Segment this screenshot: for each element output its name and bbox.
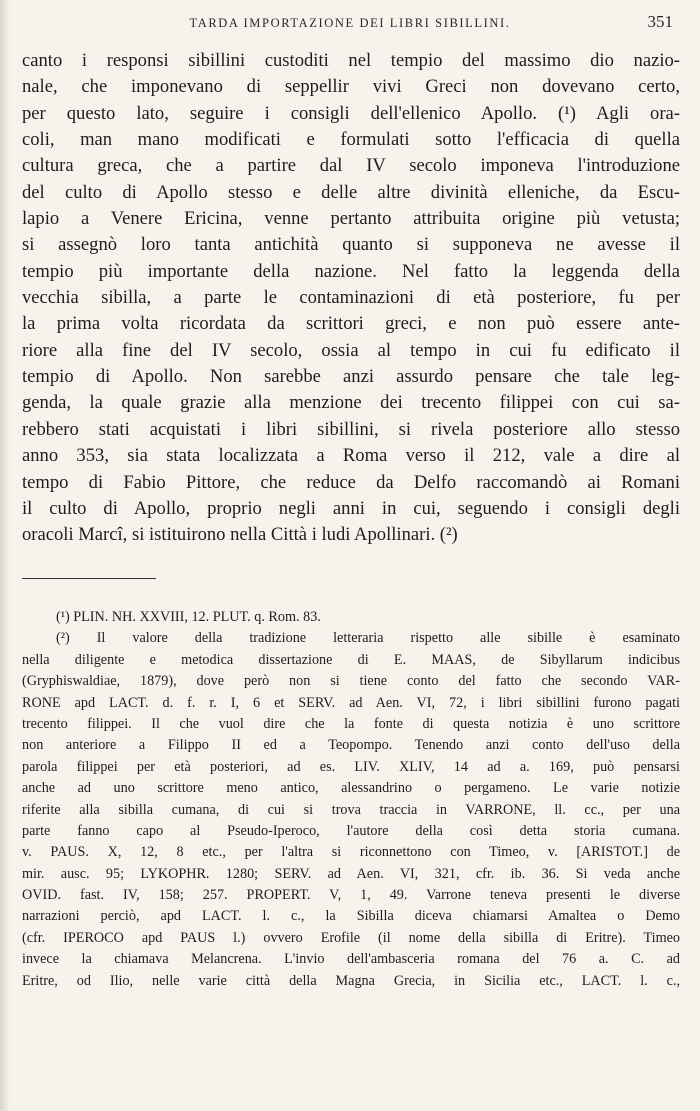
text-line: canto i responsi sibillini custoditi nel tempio del massimo dio nazio- [22,50,680,71]
text-line: tempio di Apollo. Non sarebbe anzi assurdo pensare che tale leg- [22,366,680,388]
footnote-line: mir. ausc. 95; LYKOPHR. 1280; SERV. ad Aen. VI, 321, cfr. ib. 36. Si veda anche [22,865,680,882]
text-line: vecchia sibilla, a parte le contaminazioni di età posteriore, fu per [22,287,680,309]
footnote-line: riferite alla sibilla cumana, di cui si trova traccia in VARRONE, ll. cc., per una [22,801,680,818]
footnote-line: RONE apd LACT. d. f. r. I, 6 et SERV. ad Aen. VI, 72, i libri sibillini furono pagati [22,694,680,711]
running-title: TARDA IMPORTAZIONE DEI LIBRI SIBILLINI. [189,16,511,30]
footnote-line: nella diligente e metodica dissertazione di E. MAAS, de Sibyllarum indicibus [22,651,680,668]
text-line: oracoli Marcî, si istituirono nella Città i ludi Apollinari. (²) [22,524,458,546]
footnote-line: (²) Il valore della tradizione letteraria rispetto alle sibille è esaminato [56,630,680,647]
main-text [22,48,680,549]
footnote-line: parte fanno capo al Pseudo-Iperoco, l'autore della così detta storia cumana. [22,822,680,839]
text-line: riore alla fine del IV secolo, ossia al tempo in cui fu edificato il [22,339,680,361]
footnotes [22,607,680,992]
footnote-line: anche ad uno scrittore meno antico, alessandrino o pergameno. Le varie notizie [22,780,680,797]
footnote-separator [22,578,156,579]
footnote-line: non anteriore a Filippo II ed a Teopompo. Tenendo anzi conto dell'uso della [22,737,680,754]
text-line: la prima volta ricordata da scrittori greci, e non può essere ante- [22,313,680,335]
text-line: anno 353, sia stata localizzata a Roma verso il 212, vale a dire al [22,445,680,467]
text-line: del culto di Apollo stesso e delle altre divinità elleniche, da Escu- [22,181,680,203]
text-line: per questo lato, seguire i consigli dell'ellenico Apollo. (¹) Agli ora- [22,102,680,124]
text-line: il culto di Apollo, proprio negli anni in cui, seguendo i consigli degli [22,497,680,519]
running-header [0,12,700,34]
text-line: rebbero stati acquistati i libri sibillini, si rivela posteriore allo stesso [22,418,680,440]
footnote-line: (cfr. IPEROCO apd PAUS l.) ovvero Erofile (il nome della sibilla di Eritre). Timeo [22,929,680,946]
footnote-line: (¹) PLIN. NH. XXVIII, 12. PLUT. q. Rom. 83. [56,609,321,625]
text-line: tempio più importante della nazione. Nel fatto la leggenda della [22,260,680,282]
footnote-line: parola filippei per età posteriori, ad es. LIV. XLIV, 14 ad a. 169, può pensarsi [22,758,680,775]
footnote-line: (Gryphiswaldiae, 1879), dove però non si tiene conto del fatto che secondo VAR- [22,673,680,690]
text-line: si assegnò loro tanta antichità quanto si supponeva ne avesse il [22,234,680,256]
text-line: coli, man mano modificati e formulati sotto l'efficacia di quella [22,129,680,151]
text-line: tempo di Fabio Pittore, che reduce da Delfo raccomandò ai Romani [22,471,680,493]
text-line: genda, la quale grazie alla menzione dei trecento filippei con cui sa- [22,392,680,414]
footnote-line: narrazioni perciò, apd LACT. l. c., la Sibilla diceva chiamarsi Amaltea o Demo [22,908,680,925]
text-line: lapio a Venere Ericina, venne pertanto attribuita origine più vetusta; [22,208,680,230]
footnote-line: Eritre, od Ilio, nelle varie città della Magna Grecia, in Sicilia etc., LACT. l. c., [22,972,680,989]
footnote-line: v. PAUS. X, 12, 8 etc., per l'altra si riconnettono con Timeo, v. [ARISTOT.] de [22,844,680,861]
text-line: cultura greca, che a partire dal IV secolo imponeva l'introduzione [22,155,680,177]
footnote-line: OVID. fast. IV, 158; 257. PROPERT. V, 1, 49. Varrone teneva presenti le diverse [22,887,680,904]
text-line: nale, che imponevano di seppellir vivi Greci non dovevano certo, [22,76,680,98]
paper-edge-shadow [0,0,10,1111]
page-number: 351 [647,12,673,31]
footnote-line: trecento filippei. Il che vuol dire che la fonte di questa notizia è uno scrittore [22,715,680,732]
footnote-line: invece la chiamava Melancrena. L'invio dell'ambasceria romana del 76 a. C. ad [22,951,680,968]
